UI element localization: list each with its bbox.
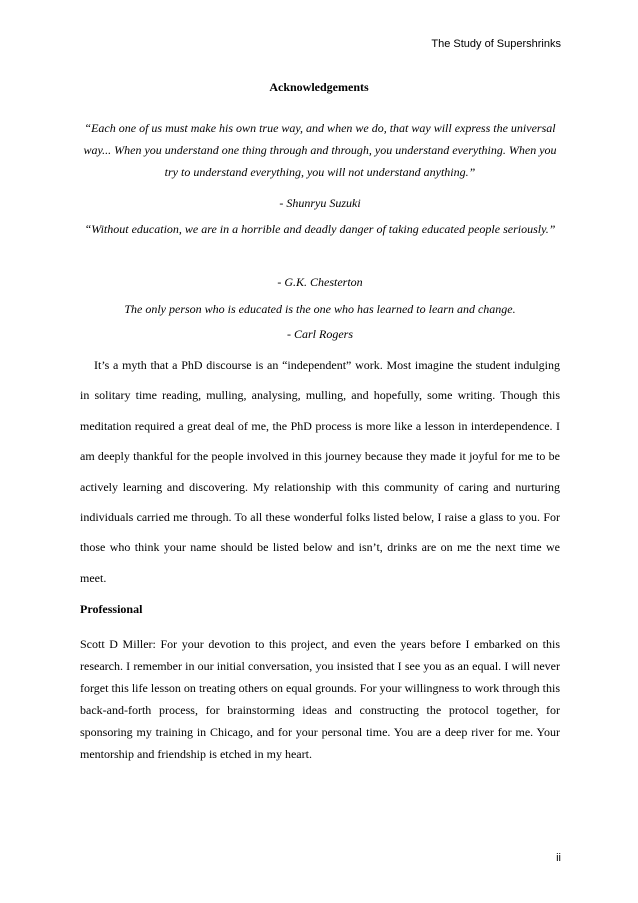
- running-header: The Study of Supershrinks: [431, 38, 561, 50]
- page-number: ii: [556, 852, 561, 864]
- professional-paragraph: Scott D Miller: For your devotion to this project, and even the years before I embarked on this research. I remember in our initial conversation, you insisted that I see you as an equal. I will never forget this life lesson on treating others on equal grounds. For your willingness to work through this back-and-forth process, for brainstorming ideas and constructing the protocol together, for sponsoring my training in Chicago, and for your personal time. You are a deep river for me. Your mentorship and friendship is etched in my heart.: [80, 637, 560, 761]
- page-title: Acknowledgements: [269, 80, 369, 94]
- quote-rogers: The only person who is educated is the one who has learned to learn and change.: [124, 302, 516, 316]
- quote-suzuki: “Each one of us must make his own true way, and when we do, that way will express the universal way... When you understand one thing through and through, you understand everything. When you try to understand everything, you will not understand anything.”: [83, 121, 557, 179]
- intro-paragraph-text: It’s a myth that a PhD discourse is an “independent” work. Most imagine the student indulging in solitary time reading, mulling, analysing, mulling, and hopefully, some writing. Though this meditation required a great deal of me, the PhD process is more like a lesson in interdependence. I am deeply thankful for the people involved in this journey because they made it joyful for me to be actively learning and discovering. My relationship with this community of caring and nurturing individuals carried me through. To all these wonderful folks listed below, I raise a glass to you. For those who think your name should be listed below and isn’t, drinks are on me the next time we meet.: [80, 358, 560, 585]
- attribution-rogers: - Carl Rogers: [287, 327, 353, 341]
- professional-heading: Professional: [80, 602, 143, 616]
- quote-chesterton: “Without education, we are in a horrible and deadly danger of taking educated people seriously.”: [84, 222, 556, 236]
- attribution-suzuki: - Shunryu Suzuki: [279, 196, 361, 210]
- intro-paragraph: [80, 350, 560, 593]
- attribution-chesterton: - G.K. Chesterton: [277, 275, 363, 289]
